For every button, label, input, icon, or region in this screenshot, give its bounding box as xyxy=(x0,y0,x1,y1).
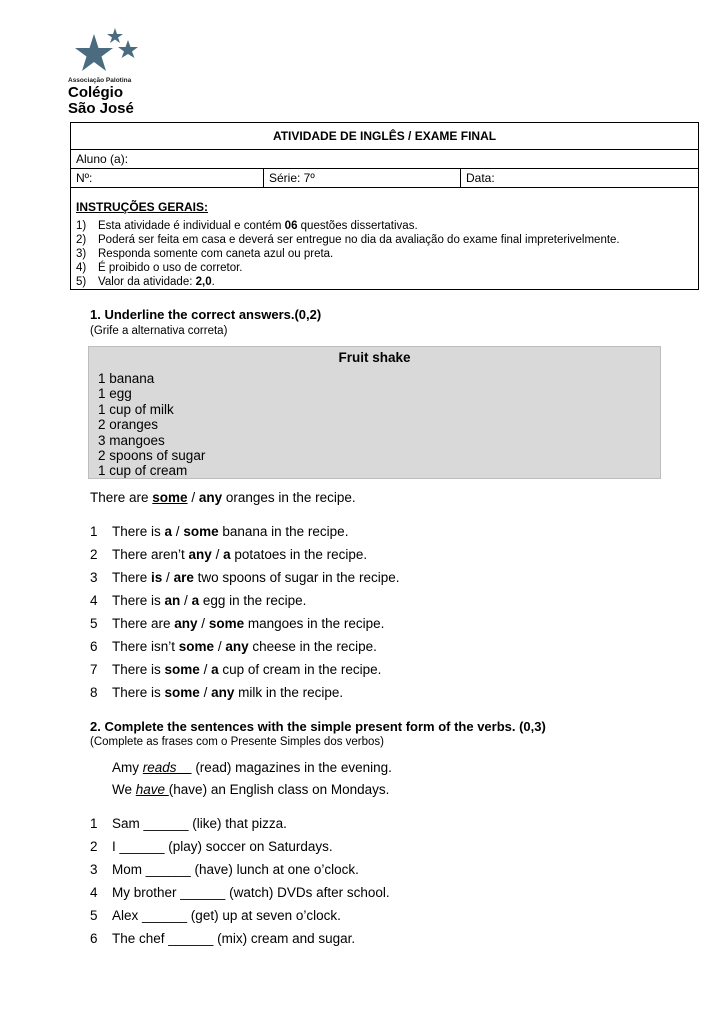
student-name-field: Aluno (a): xyxy=(71,150,699,169)
ingredient-item: 1 cup of milk xyxy=(98,401,174,417)
ingredient-item: 1 egg xyxy=(98,386,132,402)
answer-option[interactable]: some xyxy=(178,639,215,654)
question-1-title: 1. Underline the correct answers.(0,2) xyxy=(90,307,322,322)
q1-example-answer: some xyxy=(152,490,188,505)
answer-option[interactable]: any xyxy=(188,547,212,562)
instruction-item: 5) Valor da atividade: 2,0. xyxy=(76,276,215,288)
instructions-title: INSTRUÇÕES GERAIS: xyxy=(76,200,209,214)
recipe-title: Fruit shake xyxy=(338,350,411,365)
answer-option[interactable]: any xyxy=(174,616,198,631)
instruction-item: 4) É proibido o uso de corretor. xyxy=(76,262,243,274)
exam-header-table xyxy=(70,122,699,290)
answer-option[interactable]: is xyxy=(151,570,163,585)
answer-option[interactable]: some xyxy=(164,685,200,700)
answer-option[interactable]: a xyxy=(211,662,219,677)
grade-field: Série: 7º xyxy=(264,169,461,188)
instructions-list xyxy=(76,219,693,289)
q2-example: We have (have) an English class on Mondays. xyxy=(112,782,390,797)
school-name-line1: Colégio xyxy=(68,84,123,101)
question-1-subtitle: (Grife a alternativa correta) xyxy=(90,325,228,337)
recipe-ingredient-list xyxy=(98,371,660,479)
instruction-item: 2) Poderá ser feita em casa e deverá ser entregue no dia da avaliação do exame final impreterivelmente. xyxy=(76,234,620,246)
school-name-line2: São José xyxy=(68,100,134,117)
recipe-box xyxy=(88,346,661,479)
question-2-subtitle: (Complete as frases com o Presente Simples dos verbos) xyxy=(90,736,385,748)
answer-option[interactable]: a xyxy=(223,547,231,562)
q1-example: There are some / any oranges in the recipe. xyxy=(90,490,356,505)
ingredient-item: 1 cup of cream xyxy=(98,463,188,479)
student-number-field: Nº: xyxy=(71,169,264,188)
association-name: Associação Palotina xyxy=(68,77,132,84)
q2-example-answer: reads__ xyxy=(142,760,192,775)
date-field: Data: xyxy=(461,169,699,188)
answer-option[interactable]: any xyxy=(211,685,235,700)
ingredient-item: 3 mangoes xyxy=(98,432,165,448)
instruction-item: 3) Responda somente com caneta azul ou preta. xyxy=(76,248,334,260)
answer-option[interactable]: a xyxy=(164,524,173,539)
q2-example-answer: have xyxy=(135,782,169,797)
answer-option[interactable]: a xyxy=(191,593,200,608)
ingredient-item: 2 oranges xyxy=(98,417,159,433)
ingredient-item: 1 banana xyxy=(98,371,155,386)
exam-title: ATIVIDADE DE INGLÊS / EXAME FINAL xyxy=(71,123,699,150)
instructions-cell xyxy=(71,188,699,290)
answer-option[interactable]: some xyxy=(183,524,219,539)
answer-option[interactable]: any xyxy=(225,639,249,654)
answer-option[interactable]: are xyxy=(173,570,194,585)
question-2-title: 2. Complete the sentences with the simple present form of the verbs. (0,3) xyxy=(90,719,546,734)
star-icon xyxy=(66,26,146,78)
instruction-item: 1) Esta atividade é individual e contém 06 questões dissertativas. xyxy=(76,220,418,232)
school-logo xyxy=(66,26,146,122)
answer-option[interactable]: some xyxy=(164,662,200,677)
answer-option[interactable]: an xyxy=(164,593,181,608)
ingredient-item: 2 spoons of sugar xyxy=(98,448,206,464)
answer-option[interactable]: some xyxy=(208,616,245,631)
q2-example: Amy reads__ (read) magazines in the evening. xyxy=(112,760,392,775)
